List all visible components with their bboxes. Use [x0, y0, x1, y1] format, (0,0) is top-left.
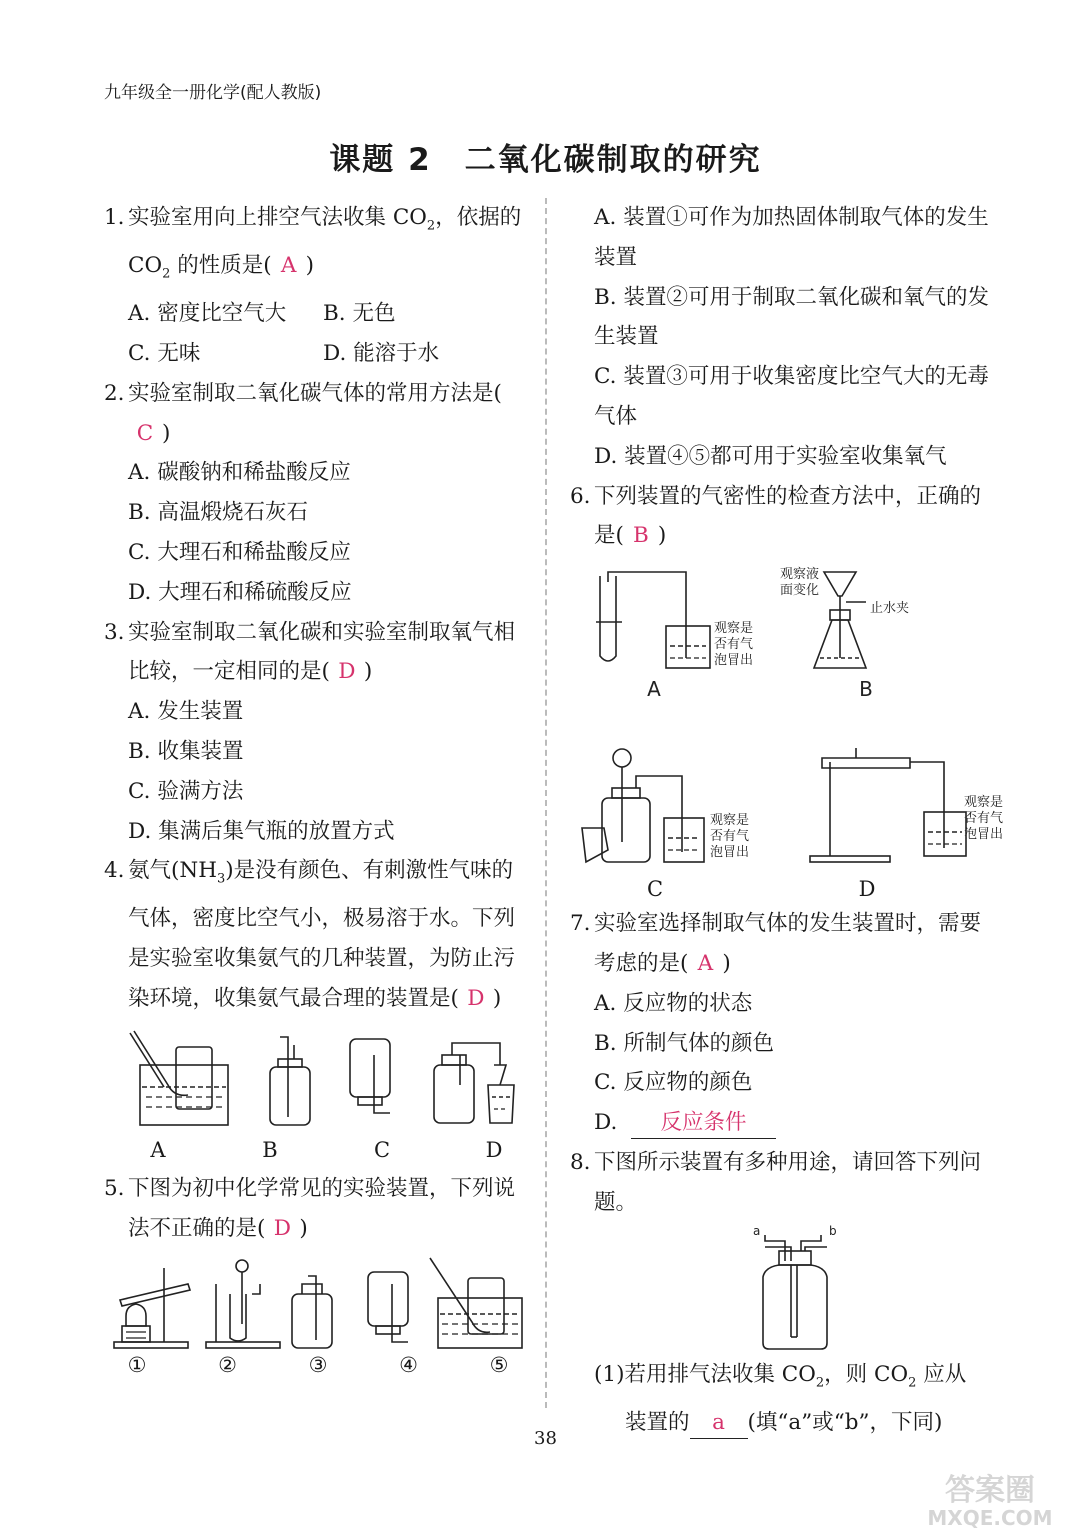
note-observe-bubbles: 否有气: [964, 811, 1004, 827]
q8-sub-1-cont: 装置的 a (填“a”或“b”，下同): [570, 1403, 995, 1443]
answer-4[interactable]: D: [467, 986, 485, 1012]
port-a-label: a: [753, 1223, 761, 1238]
option: C. 反应物的颜色: [594, 1070, 753, 1096]
option: C. 大理石和稀盐酸反应: [128, 539, 351, 565]
svg-text:MXQE.COM: MXQE.COM: [927, 1506, 1053, 1530]
note-observe-bubbles: 泡冒出: [964, 827, 1004, 843]
note-observe-bubbles: 泡冒出: [710, 845, 750, 861]
question-6: 6. 下列装置的气密性的检查方法中，正确的是( B ): [570, 477, 995, 557]
figure-label: B: [262, 1137, 278, 1162]
q8-sub-1: (1)若用排气法收集 $CO_2$，则 $CO_2$ 应从: [594, 1361, 967, 1390]
figure-label: D: [858, 877, 876, 902]
ammonia-apparatus-diagram: [128, 1025, 524, 1135]
note-observe-bubbles: 否有气: [714, 637, 754, 653]
options-row: [104, 294, 524, 334]
q5-option-c: C. 装置③可用于收集密度比空气大的无毒气体: [594, 364, 989, 429]
option: A. 反应物的状态: [594, 990, 753, 1016]
note-observe-bubbles: 观察是: [964, 795, 1004, 811]
option: D. 大理石和稀硫酸反应: [128, 579, 352, 605]
watermark-logo: [900, 1470, 1080, 1530]
note-observe-bubbles: 观察是: [714, 621, 754, 637]
answer-blank[interactable]: a: [690, 1408, 748, 1439]
question-3: 3. 实验室制取二氧化碳和实验室制取氧气相比较，一定相同的是( D ): [104, 613, 524, 693]
option: B. 高温煅烧石灰石: [128, 500, 308, 526]
q6-figure: [570, 562, 1004, 904]
option: C. 无味: [128, 340, 201, 366]
column-divider: [545, 198, 547, 1408]
svg-text:答案圈: 答案圈: [945, 1473, 1035, 1508]
port-b-label: b: [829, 1223, 837, 1238]
q8-figure: [570, 1225, 995, 1351]
page-number: 38: [534, 1428, 557, 1449]
lab-apparatus-diagram: [112, 1254, 524, 1350]
figure-label: ④: [399, 1353, 418, 1378]
figure-label: C: [646, 877, 664, 902]
options-row: [104, 334, 524, 374]
note-observe-bubbles: 观察是: [710, 813, 750, 829]
answer-7[interactable]: A: [697, 950, 714, 976]
question-2: 2. 实验室制取二氧化碳气体的常用方法是(C ): [104, 374, 524, 454]
answer-1[interactable]: A: [280, 253, 297, 279]
answer-5[interactable]: D: [273, 1215, 292, 1241]
answer-6[interactable]: B: [632, 523, 649, 549]
figure-label: ②: [218, 1353, 237, 1378]
option: A. 密度比空气大: [128, 301, 287, 327]
page-header: 九年级全一册化学(配人教版): [104, 83, 322, 103]
page-title: 课题 2 二氧化碳制取的研究: [329, 142, 762, 178]
left-column: [104, 198, 524, 1380]
answer-3[interactable]: D: [338, 659, 356, 685]
option: B. 收集装置: [128, 738, 244, 764]
q5-option-d: D. 装置④⑤都可用于实验室收集氧气: [594, 443, 947, 469]
question-5: 5. 下图为初中化学常见的实验装置，下列说法不正确的是( D ): [104, 1169, 524, 1249]
figure-label: D: [485, 1137, 503, 1162]
figure-label: ⑤: [489, 1353, 509, 1378]
q5-option-b: B. 装置②可用于制取二氧化碳和氧气的发生装置: [594, 284, 989, 350]
figure-label: B: [859, 677, 873, 702]
note-observe-bubbles: 否有气: [710, 829, 750, 845]
figure-label: C: [373, 1137, 391, 1162]
answer-blank[interactable]: 反应条件: [631, 1108, 776, 1139]
figure-label: ③: [308, 1353, 328, 1378]
figure-label: A: [647, 677, 661, 702]
question-7: 7. 实验室选择制取气体的发生装置时，需要考虑的是( A ): [570, 904, 995, 984]
q7-option-d: D. 反应条件: [570, 1103, 995, 1143]
option: B. 所制气体的颜色: [594, 1030, 774, 1056]
right-column: [570, 198, 1004, 1442]
option: B. 无色: [323, 301, 396, 327]
figure-label: ①: [127, 1353, 147, 1378]
airtightness-check-diagram: [570, 562, 1004, 874]
gas-bottle-diagram: [745, 1225, 845, 1351]
option: C. 验满方法: [128, 778, 244, 804]
question-4: 4. 氨气$(NH_3)$是没有颜色、有刺激性气味的气体，密度比空气小，极易溶于水。下列是实验室收集氨气的几种装置，为防止污染环境，收集氨气最合理的装置是( D ): [104, 851, 524, 1018]
q5-option-a: A. 装置①可作为加热固体制取气体的发生装置: [594, 205, 989, 270]
option: A. 发生装置: [128, 699, 244, 725]
note-observe-bubbles: 泡冒出: [714, 653, 754, 669]
note-observe-level: 观察液: [780, 567, 820, 583]
figure-label: A: [150, 1137, 166, 1162]
answer-2[interactable]: C: [136, 420, 154, 446]
question-1: 1. 实验室用向上排空气法收集 $CO_2$，依据的 $CO_2$ 的性质是( A ): [104, 198, 524, 294]
note-clamp: 止水夹: [870, 601, 910, 617]
question-8: 8. 下图所示装置有多种用途，请回答下列问题。: [570, 1149, 982, 1215]
note-observe-level: 面变化: [780, 583, 820, 599]
option: D. 集满后集气瓶的放置方式: [128, 818, 395, 844]
q4-figure: [104, 1025, 524, 1165]
option: A. 碳酸钠和稀盐酸反应: [128, 460, 351, 486]
q5-figure: [104, 1254, 524, 1380]
option: D. 能溶于水: [323, 340, 440, 366]
